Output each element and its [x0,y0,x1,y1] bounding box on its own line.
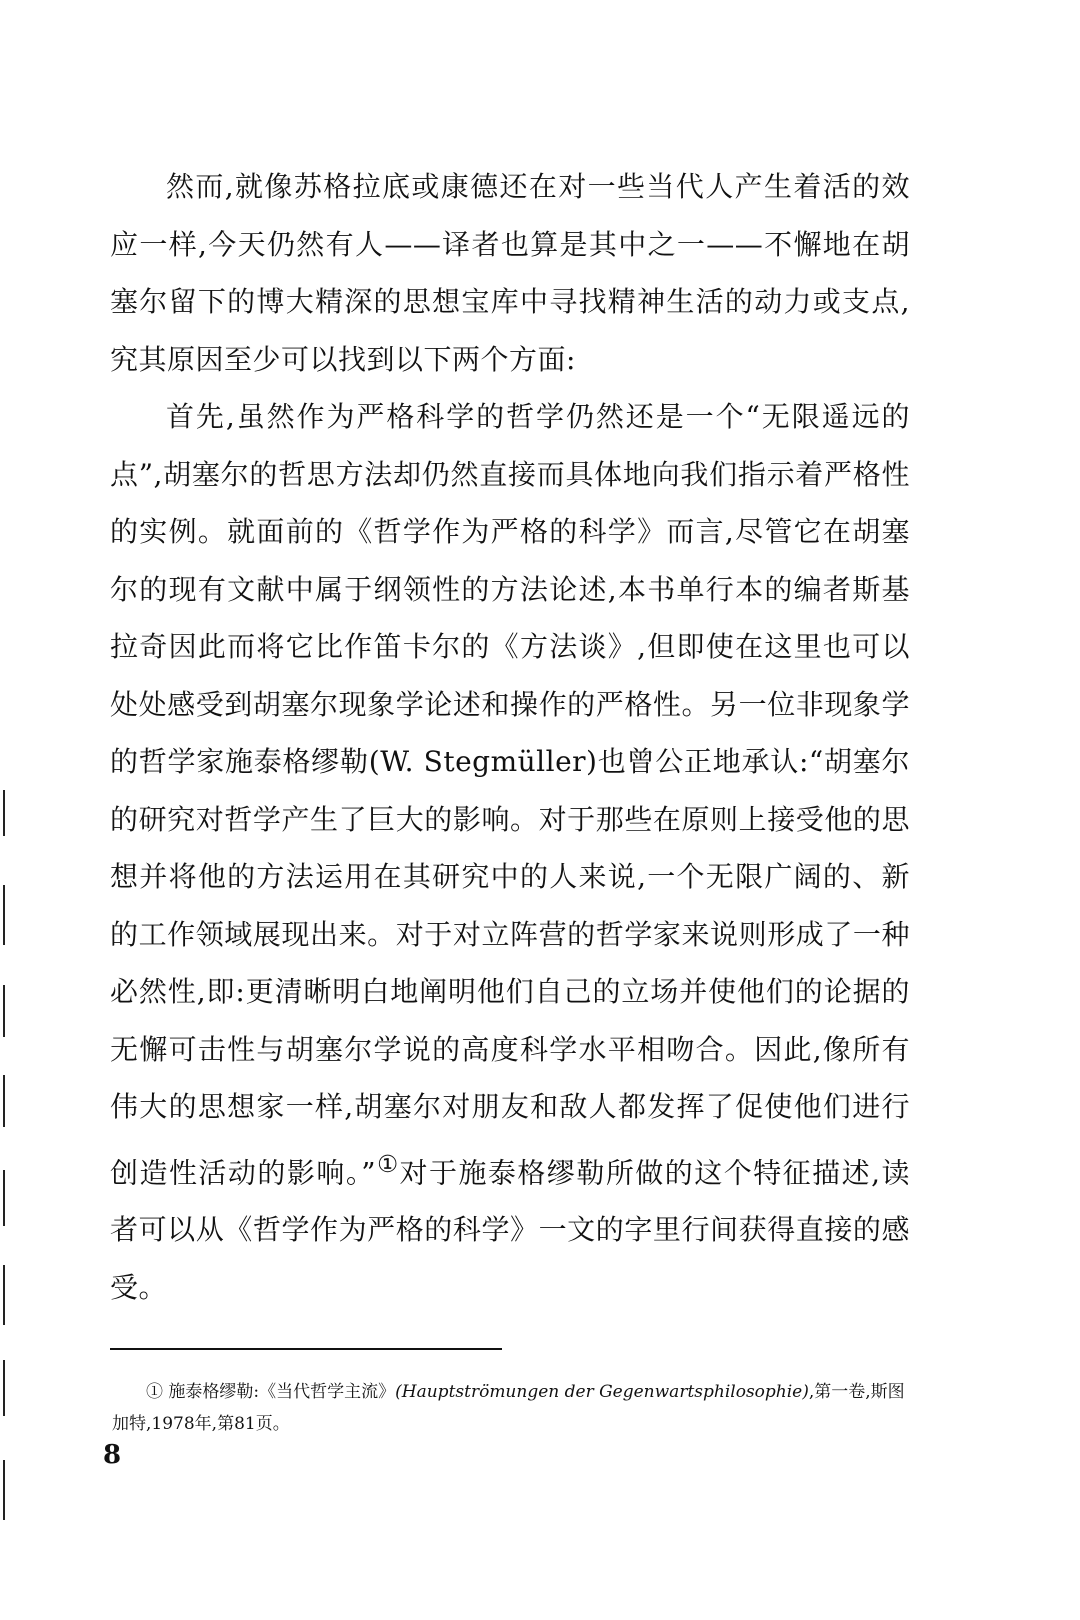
footnote-original-title: (Hauptströmungen der Gegenwartsphilosophie) [395,1382,809,1402]
body-text [110,158,910,1316]
scan-edge-mark [3,1075,5,1127]
footnote [112,1376,912,1440]
scan-edge-mark [3,1265,5,1325]
footnote-marker: ① [146,1382,163,1402]
scan-edge-mark [3,790,5,836]
scan-edge-mark [3,885,5,945]
footnote-author-title: 施泰格缪勒:《当代哲学主流》 [168,1382,396,1402]
footnote-details: ,第一卷,斯图加特,1978年,第81页。 [112,1382,905,1434]
footnote-divider [110,1348,502,1350]
paragraph-1: 然而,就像苏格拉底或康德还在对一些当代人产生着活的效应一样,今天仍然有人——译者也算是其中之一——不懈地在胡塞尔留下的博大精深的思想宝库中寻找精神生活的动力或支点,究其原因至少可以找到以下两个方面: [110,170,910,376]
scan-edge-mark [3,1460,5,1520]
scan-edge-mark [3,1360,5,1416]
scan-edge-mark [3,985,5,1037]
page-number: 8 [103,1440,122,1470]
scan-edge-mark [3,1170,5,1226]
paragraph-2-main: 首先,虽然作为严格科学的哲学仍然还是一个“无限遥远的点”,胡塞尔的哲思方法却仍然直接而具体地向我们指示着严格性的实例。就面前的《哲学作为严格的科学》而言,尽管它在胡塞尔的现有文献中属于纲领性的方法论述,本书单行本的编者斯基拉奇因此而将它比作笛卡尔的《方法谈》,但即使在这里也可以处处感受到胡塞尔现象学论述和操作的严格性。另一位非现象学的哲学家施泰格缪勒(W. Stegmüller)也曾公正地承认:“胡塞尔的研究对哲学产生了巨大的影响。对于那些在原则上接受他的思想并将他的方法运用在其研究中的人来说,一个无限广阔的、新的工作领域展现出来。对于对立阵营的哲学家来说则形成了一种必然性,即:更清晰明白地阐明他们自己的立场并使他们的论据的无懈可击性与胡塞尔学说的高度科学水平相吻合。因此,像所有伟大的思想家一样,胡塞尔对朋友和敌人都发挥了促使他们进行创造性活动的影响。” [110,400,910,1189]
footnote-reference: ① [376,1149,400,1178]
paragraph-2-tail: 对于施泰格缪勒所做的这个特征描述,读者可以从《哲学作为严格的科学》一文的字里行间获得直接的感受。 [110,1155,910,1304]
paragraph-2 [110,388,910,1316]
